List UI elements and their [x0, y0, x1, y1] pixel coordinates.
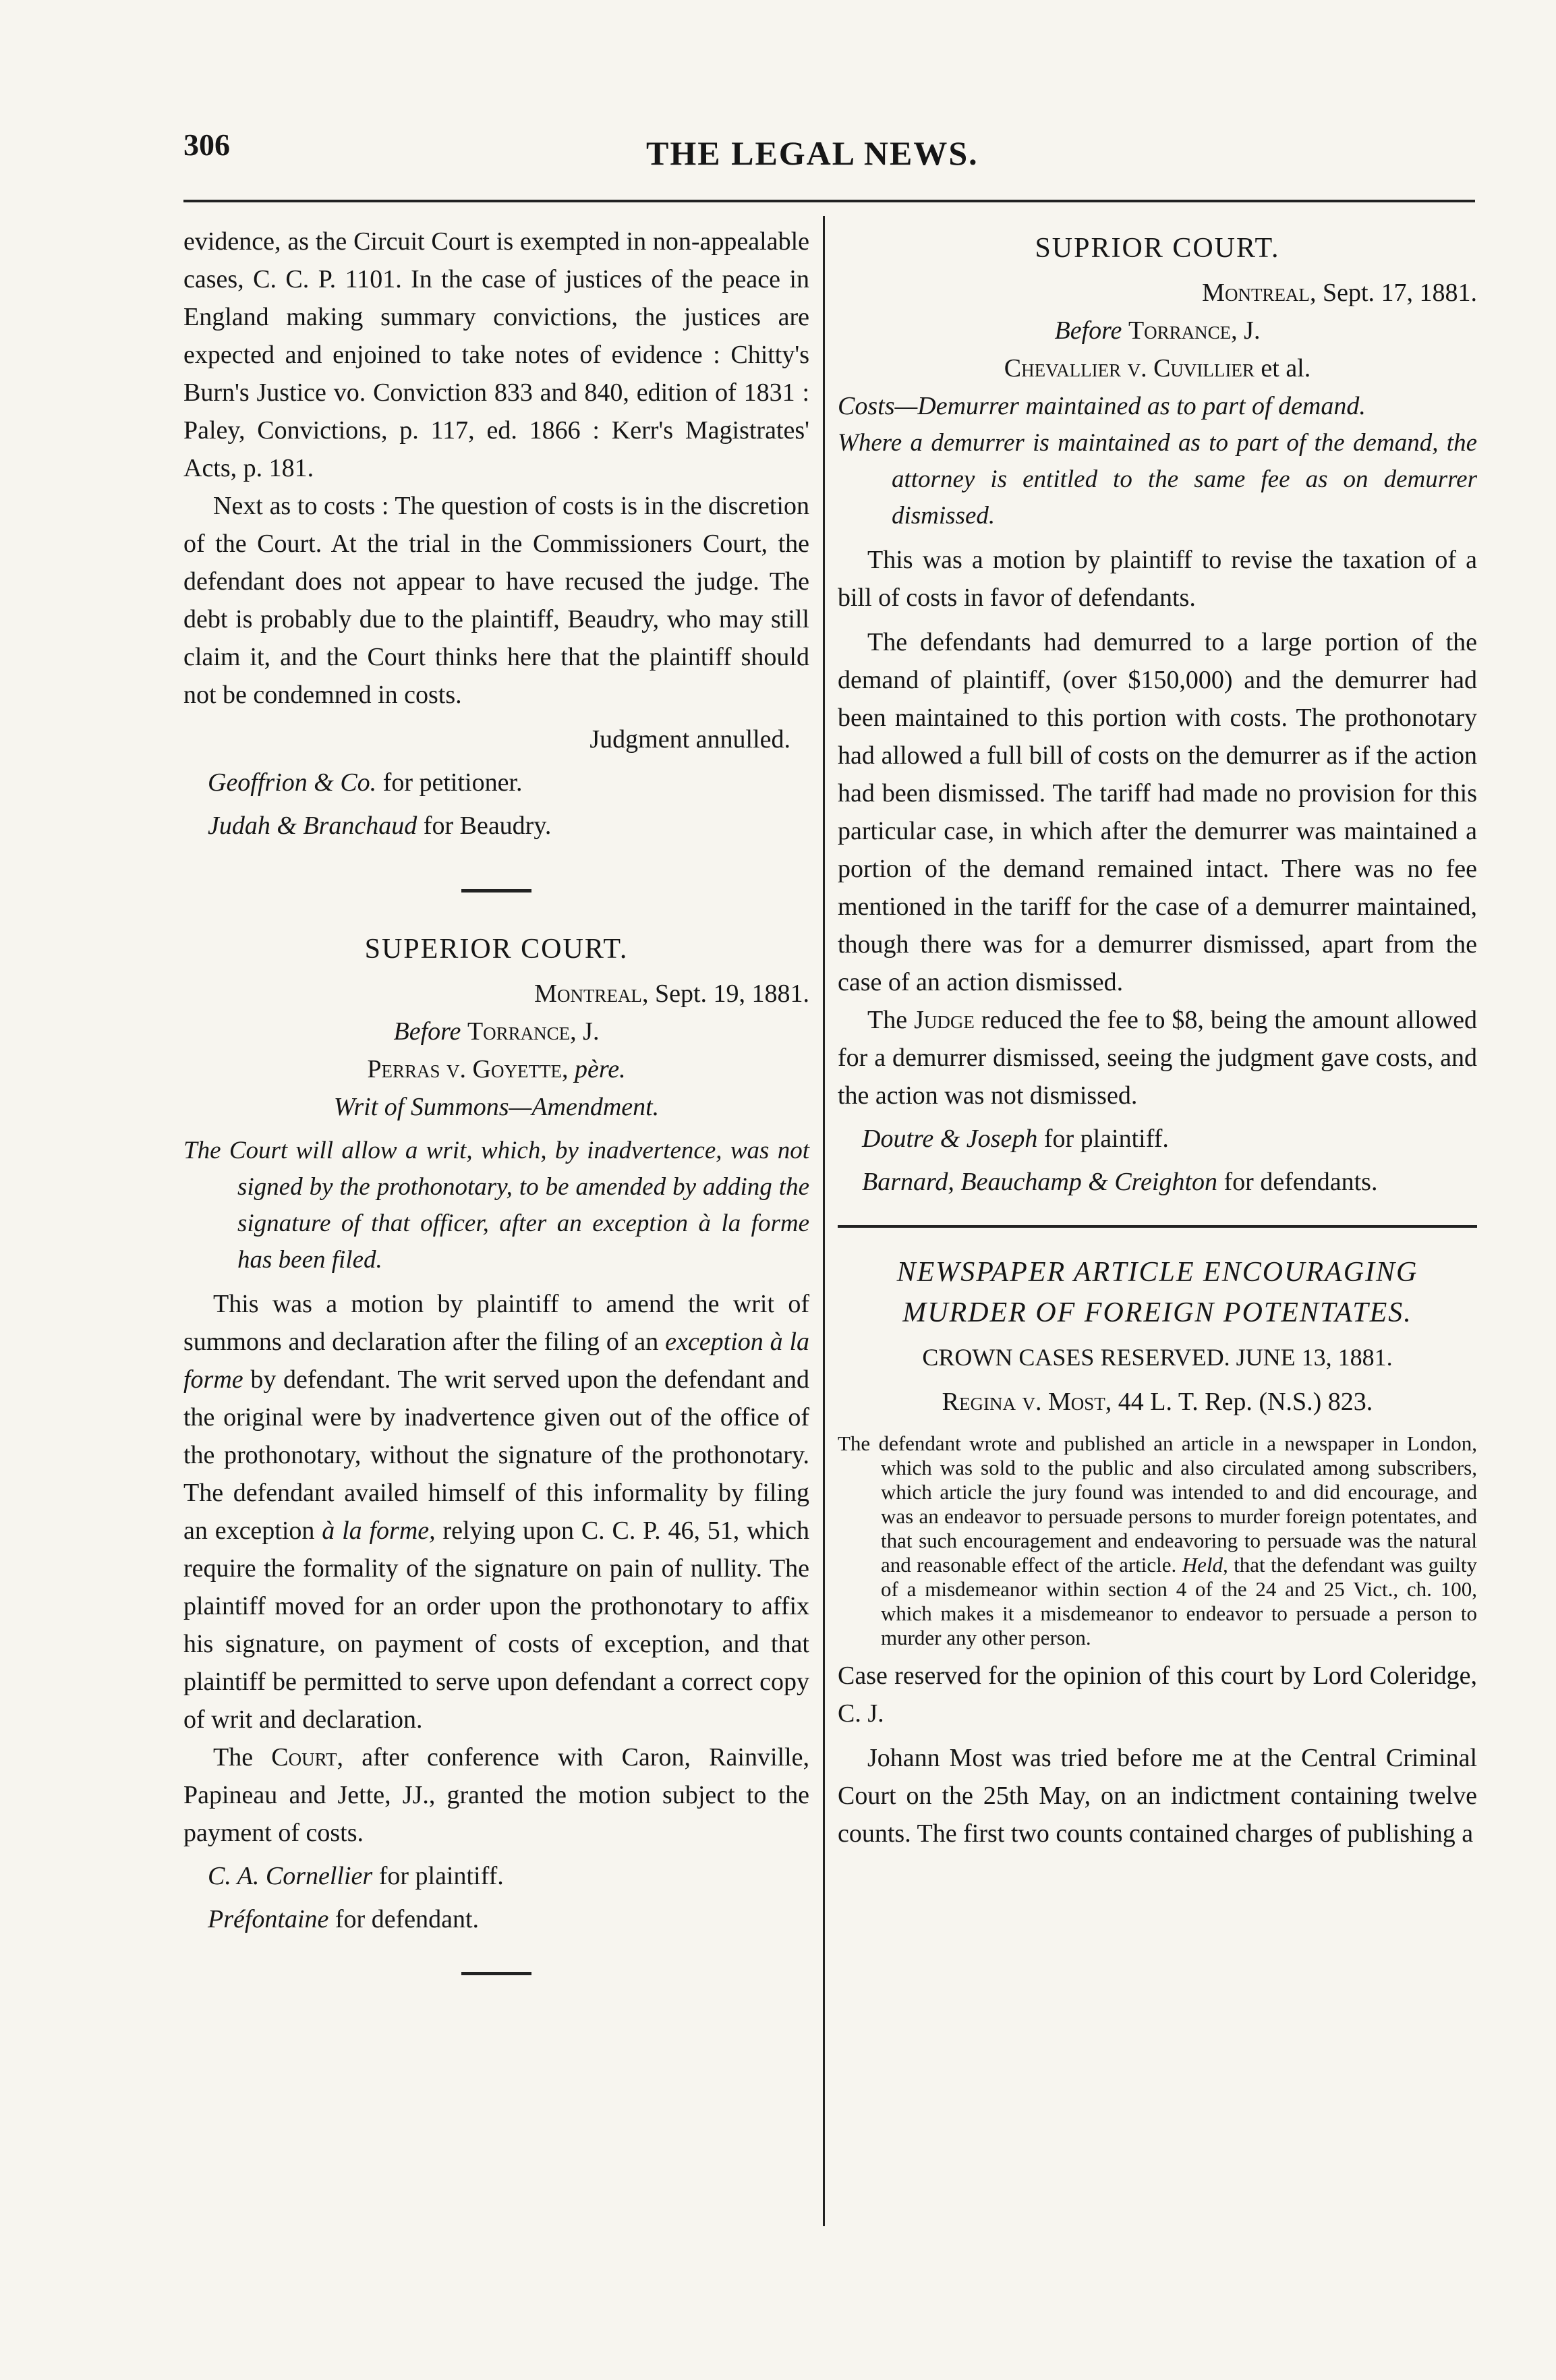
body-paragraph: The defendants had demurred to a large portion of the demand of plaintiff, (over $150,000) and the demurrer had been maintained to this portion with costs. The prothonotary had allowed a full bill of costs on the demurrer as if the action had been dismissed. The tariff had made no provision for this particular case, in which after the demurrer was maintained a portion of the demand remained intact. There was no fee mentioned in the tariff for the case of a demurrer maintained, though there was for a demurrer dismissed, apart from the case of an action dismissed.: [838, 628, 1477, 996]
text-run: The defendant wrote and published an article in a newspaper in London, which was sold to the public and also circulated among subscribers, which article the jury found was intended to and did encourage, and was an endeavor to persuade persons to murder foreign potentates, and that such encouragement and endeavoring to persuade was the natural and reasonable effect of the article.: [838, 1432, 1477, 1577]
body-paragraph: This was a motion by plaintiff to revise the taxation of a bill of costs in favor of defendants.: [838, 546, 1477, 612]
case-summary: [838, 1432, 1477, 1650]
judgment-line: Judgment annulled.: [589, 725, 790, 754]
costs-paragraph: Next as to costs : The question of costs is in the discretion of the Court. At the trial in the Commissioners Court, the defendant does not appear to have recused the judge. The debt is probably due to the plaintiff, Beaudry, who may still claim it, and the Court thinks here that the plaintiff should not be condemned in costs.: [183, 492, 809, 709]
counsel-name: Barnard, Beauchamp & Creighton: [862, 1168, 1218, 1196]
text-run: The: [867, 1006, 908, 1034]
running-title: THE LEGAL NEWS.: [646, 134, 979, 172]
case-parties: [838, 349, 1477, 387]
counsel-role: for plaintiff.: [378, 1862, 504, 1890]
counsel-line: [183, 1900, 809, 1938]
body-paragraph: Johann Most was tried before me at the Central Criminal Court on the 25th May, on an indictment containing twelve counts. The first two counts contained charges of publishing a: [838, 1744, 1477, 1848]
body-paragraph: Case reserved for the opinion of this court by Lord Coleridge, C. J.: [838, 1662, 1477, 1728]
counsel-line: [183, 807, 809, 845]
before-judge-line: [183, 1013, 809, 1050]
place-date-line: [183, 975, 809, 1013]
court-session-line: CROWN CASES RESERVED. JUNE 13, 1881.: [922, 1344, 1393, 1371]
before-judge-line: [838, 312, 1477, 349]
section-divider: [461, 1972, 531, 1975]
section-divider: [838, 1225, 1477, 1228]
judge-word: Judge: [914, 1006, 975, 1034]
court-heading: SUPERIOR COURT.: [364, 934, 629, 965]
column-divider: [823, 216, 825, 2226]
citation-reference: 44 L. T. Rep. (N.S.) 823.: [1118, 1388, 1373, 1416]
counsel-name: Geoffrion & Co.: [208, 768, 377, 797]
counsel-role: for defendants.: [1223, 1168, 1378, 1196]
place: Montreal: [534, 980, 642, 1008]
parties-suffix: père.: [574, 1055, 626, 1083]
before-word: Before: [1054, 316, 1122, 345]
case-citation: [838, 1383, 1477, 1421]
court-heading: SUPRIOR COURT.: [1035, 233, 1280, 264]
held-word: Held,: [1182, 1553, 1228, 1577]
date: , Sept. 19, 1881.: [641, 980, 809, 1008]
counsel-name: Doutre & Joseph: [862, 1125, 1038, 1153]
court-word: Court,: [271, 1743, 344, 1772]
headnote: The Court will allow a writ, which, by inadvertence, was not signed by the prothonotary, to be amended by adding the signature of that officer, after an exception à la forme has been filed.: [183, 1137, 809, 1274]
counsel-role: for petitioner.: [382, 768, 523, 797]
header-rule: [183, 200, 1475, 202]
citation-party: Regina v. Most,: [942, 1388, 1112, 1416]
body-paragraph: [838, 1001, 1477, 1114]
italic-term: exception à la forme: [183, 1328, 810, 1394]
counsel-role: for plaintiff.: [1043, 1125, 1169, 1153]
place-date-line: [838, 274, 1477, 312]
text-run: reduced the fee to $8, being the amount allowed for a demurrer dismissed, seeing the judgment gave costs, and the action was not dismissed.: [838, 1006, 1478, 1110]
counsel-name: Judah & Branchaud: [208, 812, 417, 840]
counsel-name: Préfontaine: [208, 1905, 329, 1933]
before-word: Before: [393, 1017, 461, 1046]
left-column: [183, 223, 809, 2013]
parties: Perras v. Goyette,: [367, 1055, 569, 1083]
parties: Chevallier v. Cuvillier: [1004, 354, 1255, 382]
counsel-line: [183, 764, 809, 801]
judge-name: Torrance, J.: [1128, 316, 1261, 345]
body-paragraph: [183, 1738, 809, 1852]
text-run: by defendant. The writ served upon the defendant and the original were by inadvertence given out of the office of the prothonotary, without the signature of the prothonotary. The defendant availed himself of this informality by filing an exception: [183, 1365, 809, 1545]
page-number: 306: [183, 128, 230, 162]
right-column: [838, 223, 1477, 1852]
article-title: NEWSPAPER ARTICLE ENCOURAGING MURDER OF FOREIGN POTENTATES.: [896, 1257, 1418, 1328]
parties-suffix: et al.: [1261, 354, 1311, 382]
judge-name: Torrance, J.: [467, 1017, 600, 1046]
counsel-line: [838, 1163, 1477, 1201]
case-subject: Costs—Demurrer maintained as to part of demand.: [838, 392, 1366, 420]
text-run: after conference with Caron, Rainville, Papineau and Jette, JJ., granted the motion subject to the payment of costs.: [183, 1743, 809, 1847]
date: , Sept. 17, 1881.: [1309, 279, 1477, 307]
text-run: The: [213, 1743, 254, 1772]
italic-term: à la forme,: [322, 1517, 436, 1545]
continued-paragraph: evidence, as the Circuit Court is exempted in non-appealable cases, C. C. P. 1101. In the case of justices of the peace in England making summary convictions, the justices are expected and enjoined to take notes of evidence : Chitty's Burn's Justice vo. Conviction 833 and 840, edition of 1831 : Paley, Convictions, p. 117, ed. 1866 : Kerr's Magistrates' Acts, p. 181.: [183, 227, 809, 482]
counsel-line: [183, 1857, 809, 1895]
text-run: relying upon C. C. P. 46, 51, which require the formality of the signature on pain of nullity. The plaintiff moved for an order upon the prothonotary to affix his signature, on payment of costs of exception, and that plaintiff be permitted to serve upon defendant a correct copy of writ and declaration.: [183, 1517, 809, 1734]
counsel-role: for defendant.: [335, 1905, 480, 1933]
counsel-name: C. A. Cornellier: [208, 1862, 373, 1890]
body-paragraph: [183, 1285, 809, 1738]
case-subject: Writ of Summons—Amendment.: [333, 1093, 660, 1121]
text-run: This was a motion by plaintiff to amend the writ of summons and declaration after the filing of an: [183, 1290, 809, 1356]
section-divider: [461, 889, 531, 893]
counsel-role: for Beaudry.: [423, 812, 552, 840]
case-parties: [183, 1050, 809, 1088]
place: Montreal: [1202, 279, 1310, 307]
text-run: that the defendant was guilty of a misdemeanor within section 4 of the 24 and 25 Vict., ch. 100, which makes it a misdemeanor to endeavor to persuade a person to murder any other person.: [881, 1553, 1478, 1649]
headnote: Where a demurrer is maintained as to part of the demand, the attorney is entitled to the same fee as on demurrer dismissed.: [838, 429, 1477, 530]
counsel-line: [838, 1120, 1477, 1158]
